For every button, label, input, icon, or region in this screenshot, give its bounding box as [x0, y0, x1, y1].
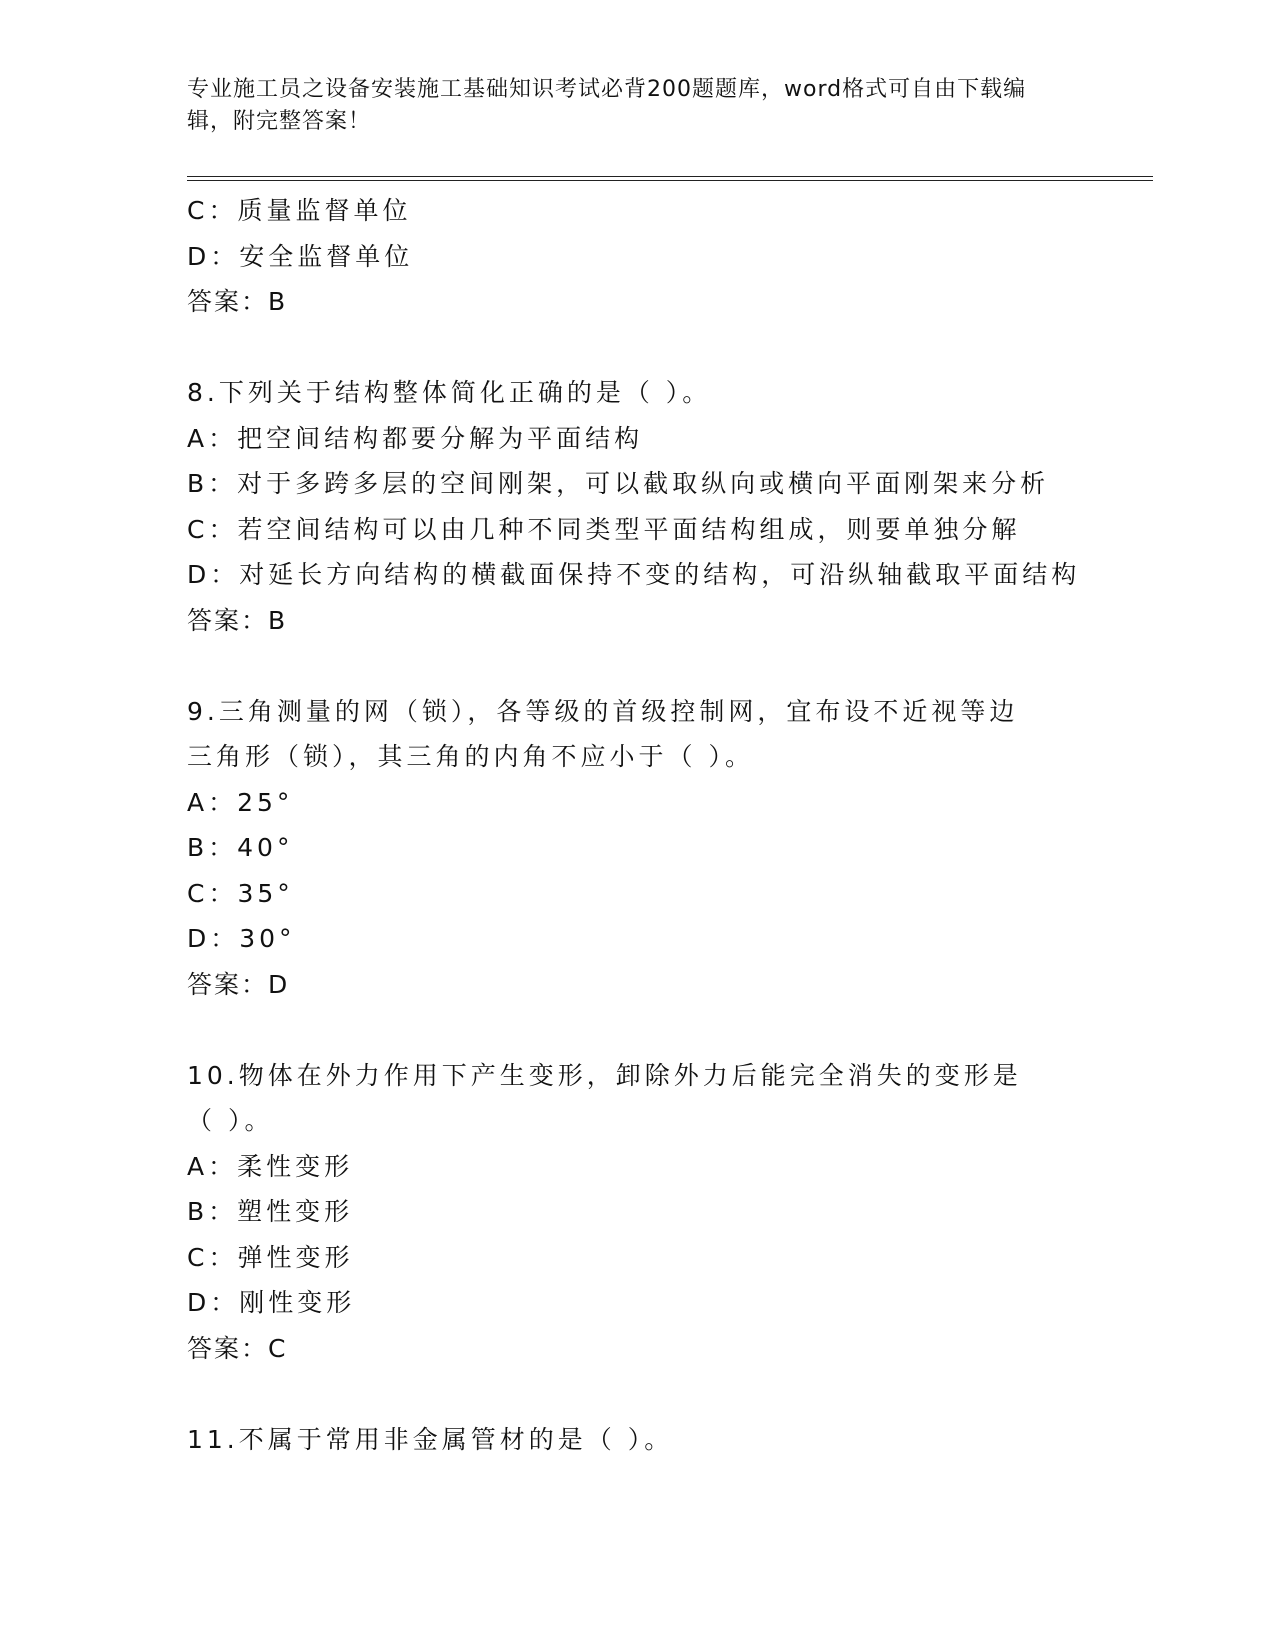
spacer: [187, 1007, 1087, 1053]
option-d: D：安全监督单位: [187, 241, 414, 271]
option-c: C：质量监督单位: [187, 196, 412, 225]
option-d: D：对延长方向结构的横截面保持不变的结构，可沿纵轴截取平面结构: [187, 560, 1081, 589]
spacer: [187, 325, 1087, 371]
answer-text: 答案：B: [187, 287, 288, 316]
option-d: D：刚性变形: [187, 1288, 356, 1317]
option-b: B：对于多跨多层的空间刚架，可以截取纵向或横向平面刚架来分析: [187, 469, 1050, 498]
option-c: C：弹性变形: [187, 1242, 354, 1272]
option-a: A：柔性变形: [187, 1151, 354, 1181]
answer-text: 答案：B: [187, 605, 288, 635]
option-a: A：25°: [187, 787, 294, 817]
option-a: A：把空间结构都要分解为平面结构: [187, 423, 644, 453]
option-b: B：塑性变形: [187, 1197, 354, 1226]
header-divider-top: [187, 176, 1153, 177]
spacer: [187, 643, 1087, 689]
answer-text: 答案：C: [187, 1333, 288, 1363]
answer-text: 答案：D: [187, 969, 290, 999]
option-c: C：若空间结构可以由几种不同类型平面结构组成，则要单独分解: [187, 514, 1021, 544]
question-stem: 11.不属于常用非金属管材的是（ ）。: [187, 1424, 674, 1454]
spacer: [187, 1371, 1087, 1417]
header-divider-bottom: [187, 180, 1153, 181]
document-header: 专业施工员之设备安装施工基础知识考试必背200题题库，word格式可自由下载编辑，附完整答案！: [187, 77, 1027, 134]
question-stem: 10.物体在外力作用下产生变形，卸除外力后能完全消失的变形是（ ）。: [187, 1060, 1022, 1135]
question-stem: 9.三角测量的网（锁），各等级的首级控制网，宜布设不近视等边三角形（锁），其三角的内角不应小于（ ）。: [187, 696, 1019, 771]
option-d: D：30°: [187, 924, 296, 953]
option-c: C：35°: [187, 878, 294, 908]
question-content: [187, 188, 1087, 1462]
option-b: B：40°: [187, 833, 294, 862]
question-stem: 8.下列关于结构整体简化正确的是（ ）。: [187, 378, 712, 407]
